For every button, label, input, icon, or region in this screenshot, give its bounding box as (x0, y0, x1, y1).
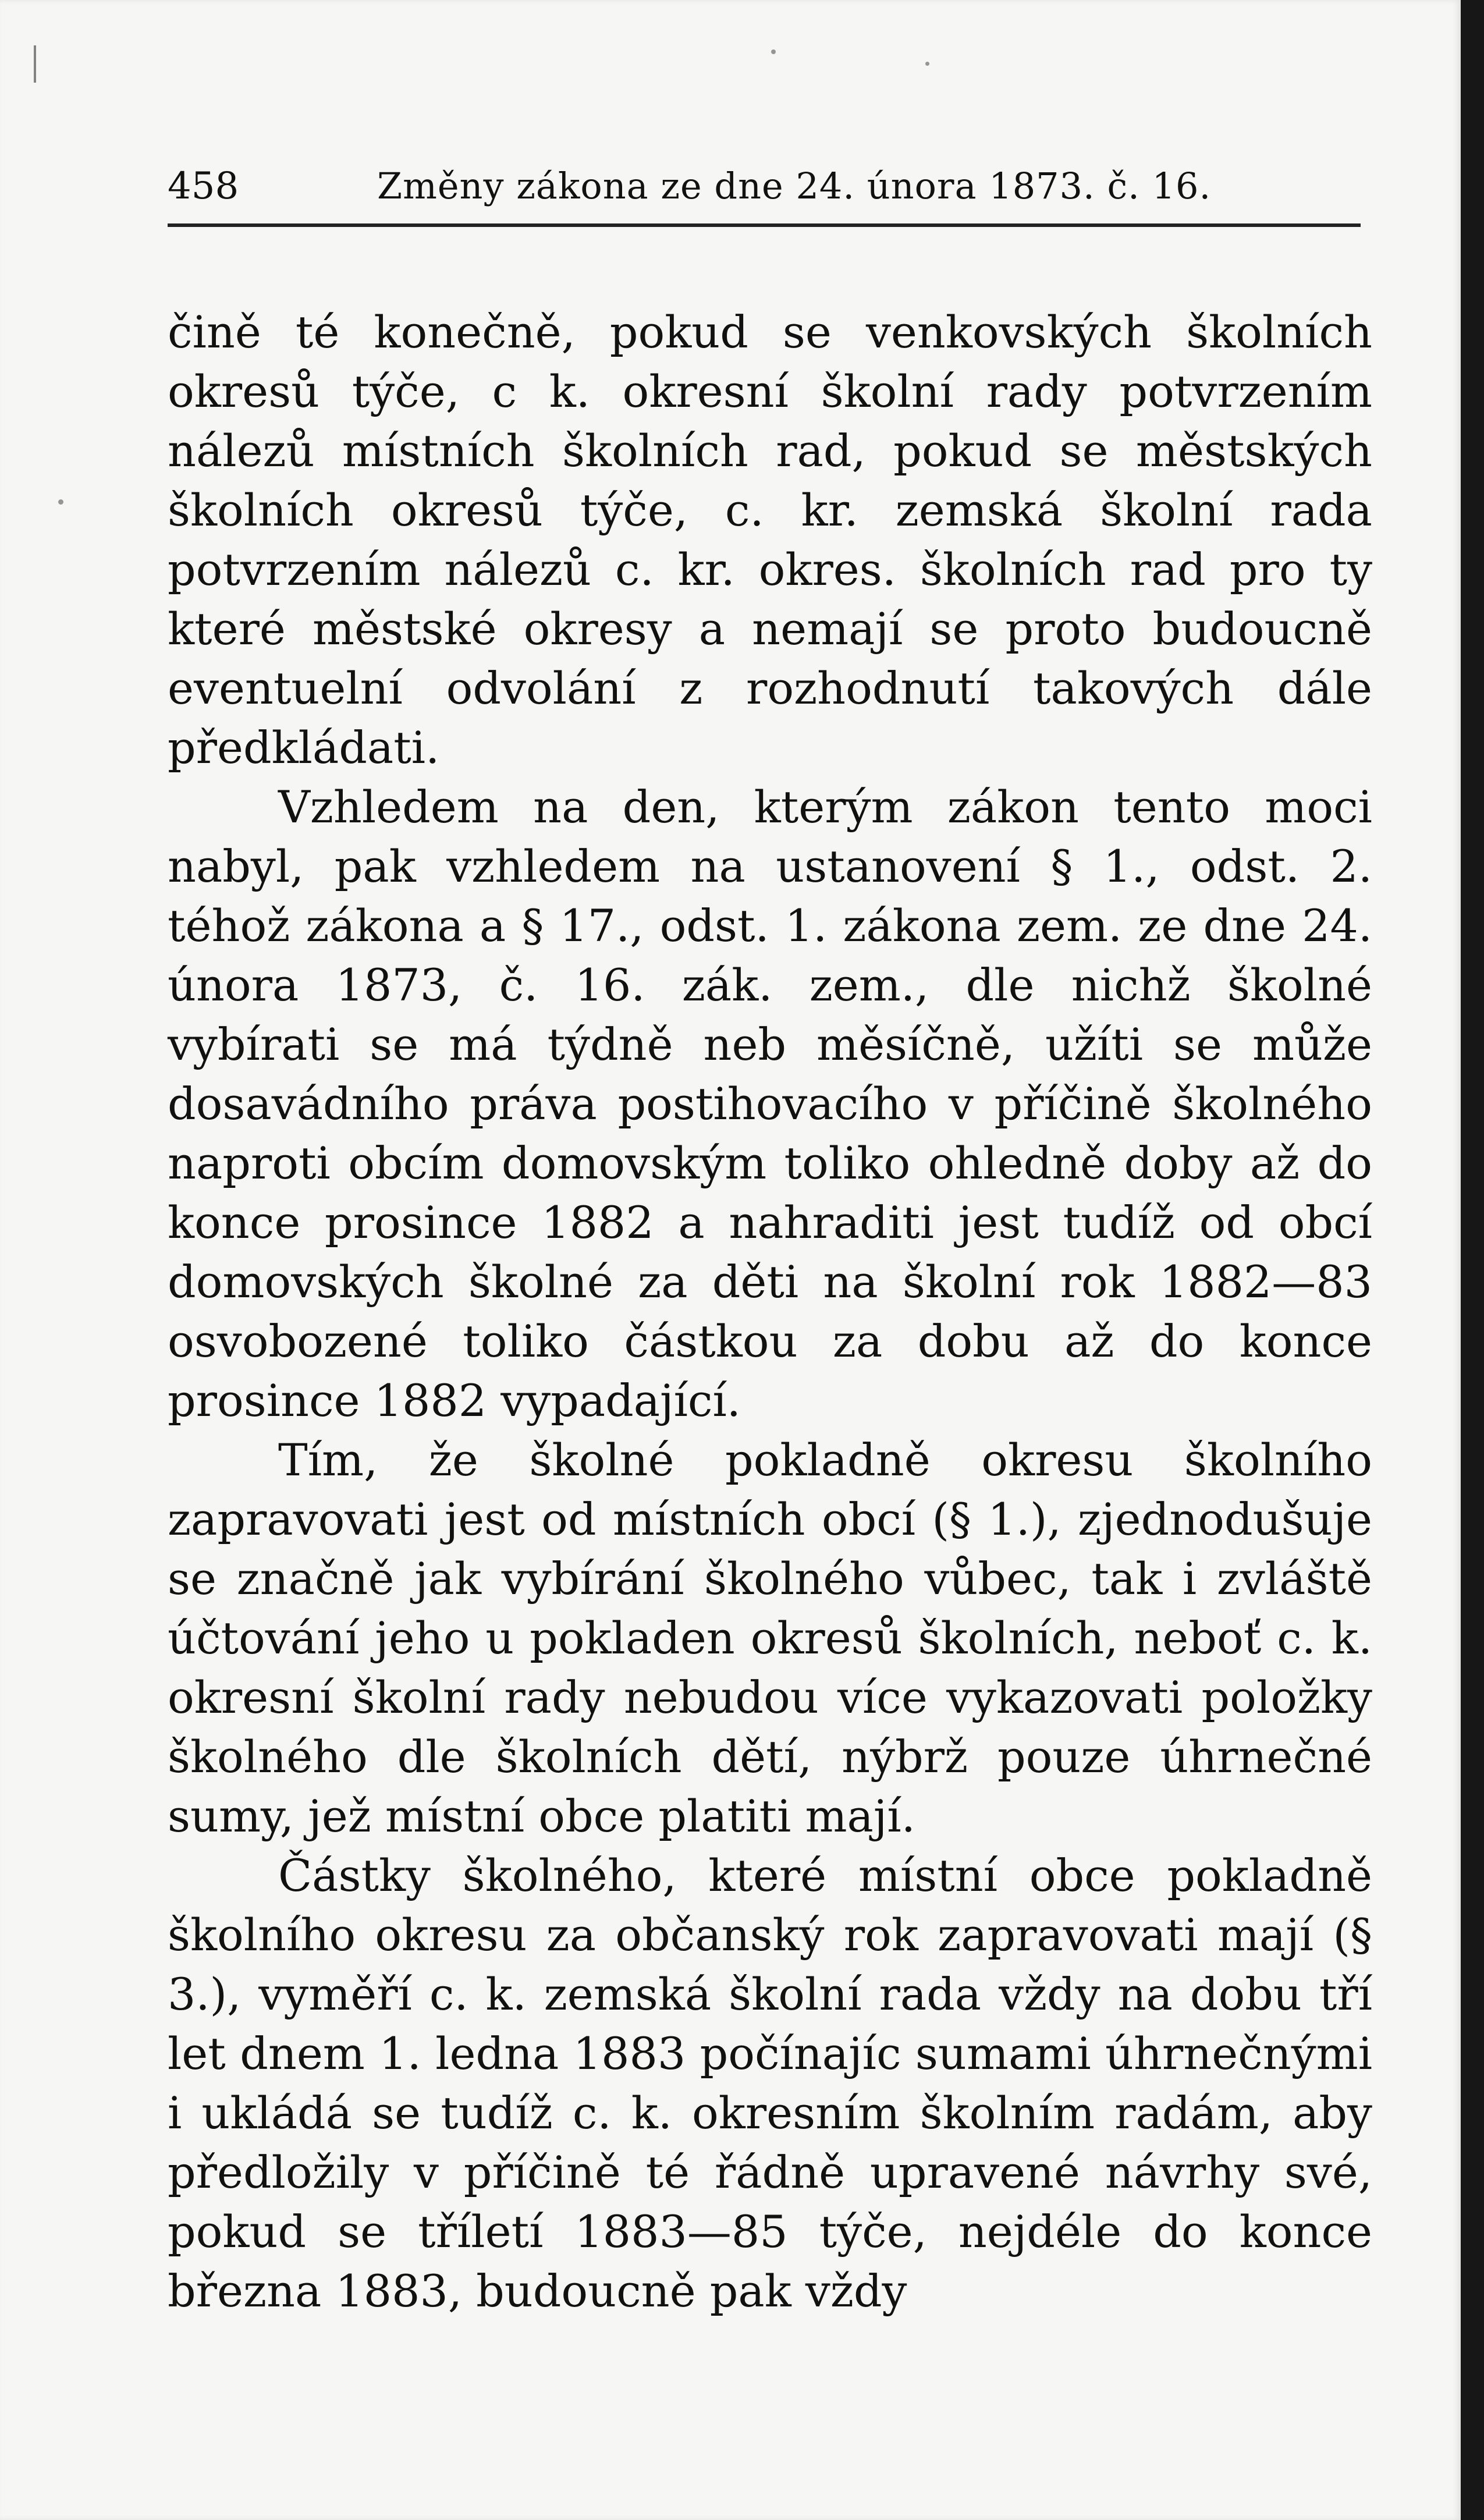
paragraph-4: Částky školného, které místní obce pokladně školního okresu za občanský rok zapravovati mají (§ 3.), vyměří c. k. zemská školní rada vždy na dobu tří let dnem 1. ledna 1883 počínajíc sumami úhrnečnými i ukládá se tudíž c. k. okresním školním radám, aby předložily v příčině té řádně upravené návrhy své, pokud se tříletí 1883—85 týče, nejdéle do konce března 1883, budoucně pak vždy (168, 1850, 1372, 2317)
paragraph-1: čině té konečně, pokud se venkovských školních okresů týče, c k. okresní školní rady potvrzením nálezů místních školních rad, pokud se městských školních okresů týče, c. kr. zemská školní rada potvrzením nálezů c. kr. okres. školních rad pro ty které městské okresy a nemají se proto budoucně eventuelní odvolání z rozhodnutí takových dále předkládati. (168, 306, 1372, 773)
body-text (168, 303, 1372, 2321)
scan-dot (58, 499, 63, 505)
page-edge (1461, 0, 1484, 2520)
scan-dot (771, 49, 776, 54)
page-number: 458 (168, 165, 239, 208)
running-title: Změny zákona ze dne 24. února 1873. č. 16. (377, 165, 1212, 207)
paragraph-2: Vzhledem na den, kterým zákon tento moci nabyl, pak vzhledem na ustanovení § 1., odst. 2. téhož zákona a § 17., odst. 1. zákona zem. ze dne 24. února 1873, č. 16. zák. zem., dle nichž školné vybírati se má týdně neb měsíčně, užíti se může dosavádního práva postihovacího v příčině školného naproti obcím domovským toliko ohledně doby až do konce prosince 1882 a nahraditi jest tudíž od obcí domovských školné za děti na školní rok 1882—83 osvobozené toliko částkou za dobu až do konce prosince 1882 vypadající. (168, 781, 1372, 1426)
paragraph-3: Tím, že školné pokladně okresu školního zapravovati jest od místních obcí (§ 1.), zjednodušuje se značně jak vybírání školného vůbec, tak i zvláště účtování jeho u pokladen okresů školních, neboť c. k. okresní školní rady nebudou více vykazovati položky školného dle školních dětí, nýbrž pouze úhrnečné sumy, jež místní obce platiti mají. (168, 1434, 1372, 1842)
header-rule (168, 223, 1361, 227)
page-header (168, 163, 1366, 210)
scan-dot (925, 62, 929, 66)
scan-mark (34, 45, 36, 83)
